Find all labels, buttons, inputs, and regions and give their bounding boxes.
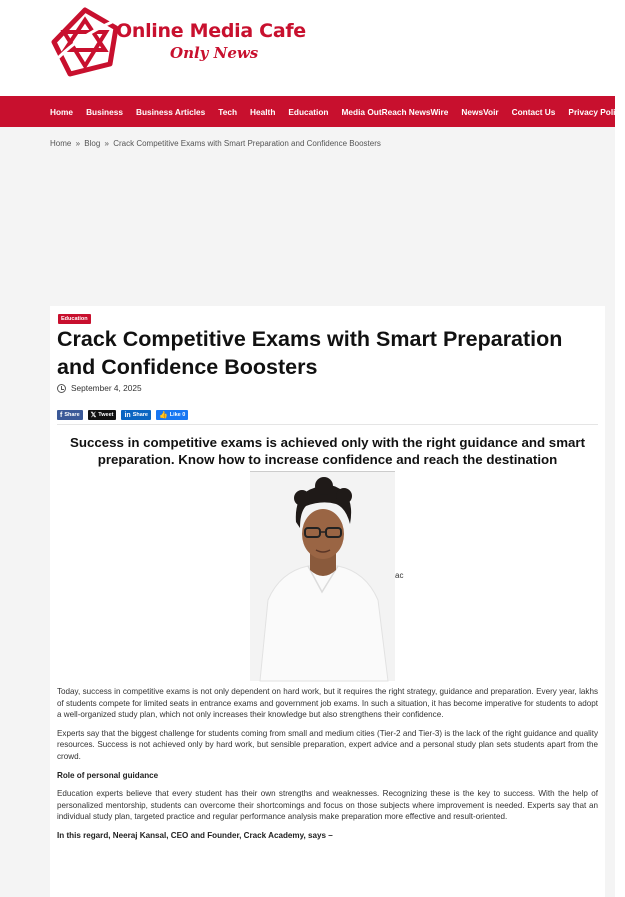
nav-item-privacy-policy[interactable]: Privacy Policy	[568, 106, 625, 117]
nav-item-tech[interactable]: Tech	[218, 106, 238, 117]
logo-title: Online Media Cafe	[116, 20, 306, 42]
article-card	[50, 306, 605, 897]
like-label: Like 0	[169, 412, 186, 418]
thumbs-up-icon: 👍	[159, 412, 168, 419]
linkedin-icon: in	[124, 411, 131, 419]
logo-tagline: Only News	[170, 44, 259, 62]
paragraph: Experts say that the biggest challenge for students coming from small and medium cities (Tier-2 and Tier-3) is the lack of the right guidance and quality resources. Success is not achieved only by hard work, but sensible preparation, expert advice and a personal study plan sets students apart from the crowd.	[57, 728, 598, 761]
article-title: Crack Competitive Exams with Smart Preparation and Confidence Boosters	[57, 327, 563, 379]
twitter-share-label: Tweet	[98, 412, 114, 418]
section-heading: Role of personal guidance	[57, 770, 159, 780]
linkedin-share-label: Share	[132, 412, 148, 418]
image-caption: ac	[395, 571, 404, 580]
facebook-share-label: Share	[64, 412, 80, 418]
category-badge[interactable]: Education	[58, 314, 91, 324]
breadcrumb	[50, 139, 381, 148]
person-photo-illustration	[250, 472, 395, 681]
site-logo[interactable]	[50, 6, 306, 78]
twitter-share-button[interactable]	[88, 410, 117, 420]
article-subtitle: Success in competitive exams is achieved only with the right guidance and smart preparation. Know how to increase confidence and reach the destination	[69, 435, 586, 467]
logo-star-icon	[50, 6, 120, 78]
nav-item-business-articles[interactable]: Business Articles	[135, 106, 206, 117]
quote-intro: In this regard, Neeraj Kansal, CEO and Founder, Crack Academy, says –	[57, 830, 333, 840]
nav-item-newsvoir[interactable]: NewsVoir	[461, 106, 499, 117]
nav-item-home[interactable]: Home	[50, 106, 74, 117]
breadcrumb-current: Crack Competitive Exams with Smart Preparation and Confidence Boosters	[113, 139, 381, 148]
breadcrumb-separator: »	[104, 139, 109, 148]
nav-item-business[interactable]: Business	[86, 106, 123, 117]
article-date	[57, 383, 142, 393]
date-text: September 4, 2025	[71, 383, 142, 393]
article-body	[57, 686, 598, 849]
facebook-icon: f	[60, 411, 63, 419]
nav-item-education[interactable]: Education	[288, 106, 329, 117]
linkedin-share-button[interactable]	[121, 410, 151, 420]
divider	[57, 424, 598, 425]
facebook-share-button[interactable]	[57, 410, 83, 420]
nav-item-contact-us[interactable]: Contact Us	[511, 106, 556, 117]
x-icon: 𝕏	[90, 412, 97, 419]
share-buttons	[57, 410, 193, 420]
logo-text	[116, 20, 306, 62]
breadcrumb-blog[interactable]: Blog	[84, 139, 101, 148]
paragraph: Education experts believe that every student has their own strengths and weaknesses. Recognizing these is the key to success. With the help of personalized mentorship, students can overcome their shortcomings and focus on those subjects where improvement is needed. Experts say that an individual study plan, targeted practice and regular performance analysis make preparation more effective and result-oriented.	[57, 789, 598, 822]
breadcrumb-home[interactable]: Home	[50, 139, 72, 148]
facebook-like-button[interactable]	[156, 410, 188, 420]
nav-item-media-outreach[interactable]: Media OutReach NewsWire	[341, 106, 449, 117]
breadcrumb-separator: »	[75, 139, 81, 148]
paragraph: Today, success in competitive exams is not only dependent on hard work, but it requires the right strategy, guidance and preparation. Every year, lakhs of students compete for limited seats in entrance exams and government job exams. In such a situation, it has become imperative for students to adopt a well-organized study plan, which not only increases their knowledge but also strengthens their confidence.	[57, 687, 598, 720]
author-photo	[250, 471, 395, 680]
site-header	[0, 0, 615, 96]
clock-icon	[57, 384, 66, 393]
nav-item-health[interactable]: Health	[250, 106, 276, 117]
main-navigation	[0, 96, 625, 127]
